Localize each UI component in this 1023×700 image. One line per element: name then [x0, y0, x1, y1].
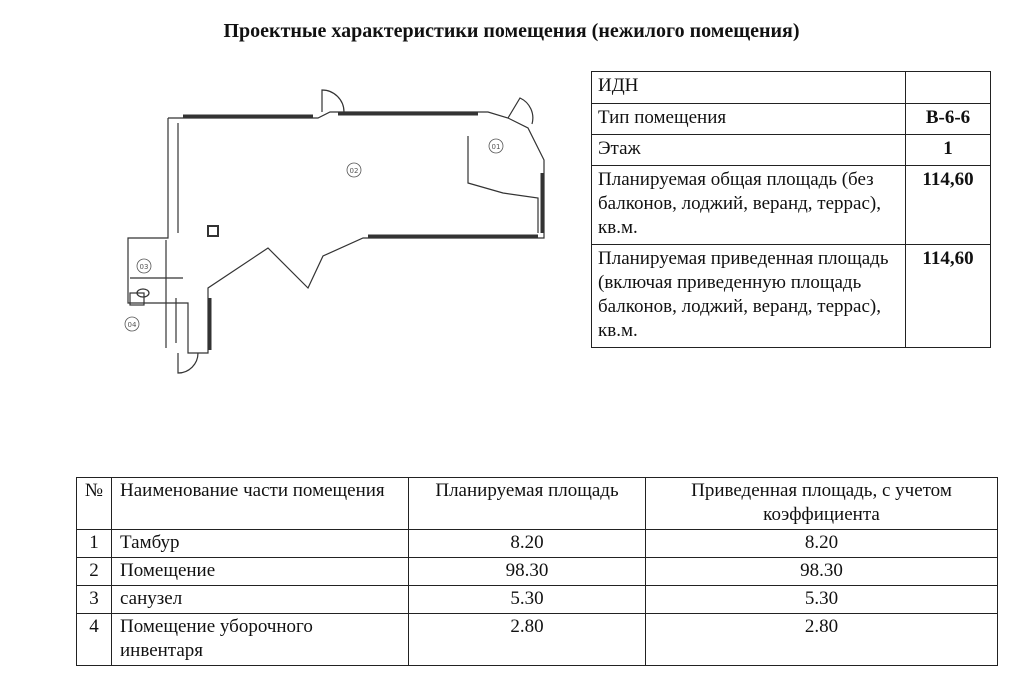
- cell-number: 3: [77, 586, 112, 614]
- door-swing: [322, 90, 344, 112]
- info-label: ИДН: [592, 72, 906, 104]
- parts-table: [76, 477, 998, 666]
- cell-number: 4: [77, 614, 112, 666]
- info-label: Планируемая приведенная площадь (включая приведенную площадь балконов, лоджий, веранд, террас), кв.м.: [592, 245, 906, 348]
- info-label: Планируемая общая площадь (без балконов, лоджий, веранд, террас), кв.м.: [592, 166, 906, 245]
- cell-name: Помещение уборочного инвентаря: [112, 614, 409, 666]
- info-value: 114,60: [906, 166, 991, 245]
- table-row: [592, 245, 991, 348]
- header-number: №: [77, 478, 112, 530]
- column: [208, 226, 218, 236]
- info-value: 114,60: [906, 245, 991, 348]
- room-marker-01: 01: [491, 143, 501, 151]
- cell-name: Помещение: [112, 558, 409, 586]
- table-row: [592, 104, 991, 135]
- info-value: 1: [906, 135, 991, 166]
- table-row: [77, 530, 998, 558]
- plan-outer-wall: [128, 112, 544, 353]
- cell-area: 8.20: [409, 530, 646, 558]
- table-row: [77, 614, 998, 666]
- info-value: [906, 72, 991, 104]
- table-row: [77, 586, 998, 614]
- cell-area: 98.30: [409, 558, 646, 586]
- page-title: Проектные характеристики помещения (нежилого помещения): [223, 20, 800, 42]
- cell-name: Тамбур: [112, 530, 409, 558]
- cell-number: 1: [77, 530, 112, 558]
- cell-area: 2.80: [409, 614, 646, 666]
- cell-area: 5.30: [409, 586, 646, 614]
- table-header-row: [77, 478, 998, 530]
- room-marker-02: 02: [349, 167, 359, 175]
- cell-reduced: 2.80: [646, 614, 998, 666]
- info-label: Тип помещения: [592, 104, 906, 135]
- table-row: [592, 166, 991, 245]
- room-marker-03: 03: [139, 263, 149, 271]
- cell-reduced: 98.30: [646, 558, 998, 586]
- room-marker-04: 04: [127, 321, 137, 329]
- cell-reduced: 5.30: [646, 586, 998, 614]
- cell-name: санузел: [112, 586, 409, 614]
- header-reduced: Приведенная площадь, с учетом коэффициента: [646, 478, 998, 530]
- cell-number: 2: [77, 558, 112, 586]
- cell-reduced: 8.20: [646, 530, 998, 558]
- table-row: [592, 72, 991, 104]
- table-row: [77, 558, 998, 586]
- table-row: [592, 135, 991, 166]
- header-area: Планируемая площадь: [409, 478, 646, 530]
- characteristics-table: [591, 71, 991, 348]
- info-label: Этаж: [592, 135, 906, 166]
- info-value: В-6-6: [906, 104, 991, 135]
- floor-plan: [108, 88, 558, 383]
- door-swing: [178, 353, 198, 373]
- header-name: Наименование части помещения: [112, 478, 409, 530]
- plan-inner-wall: [468, 136, 538, 233]
